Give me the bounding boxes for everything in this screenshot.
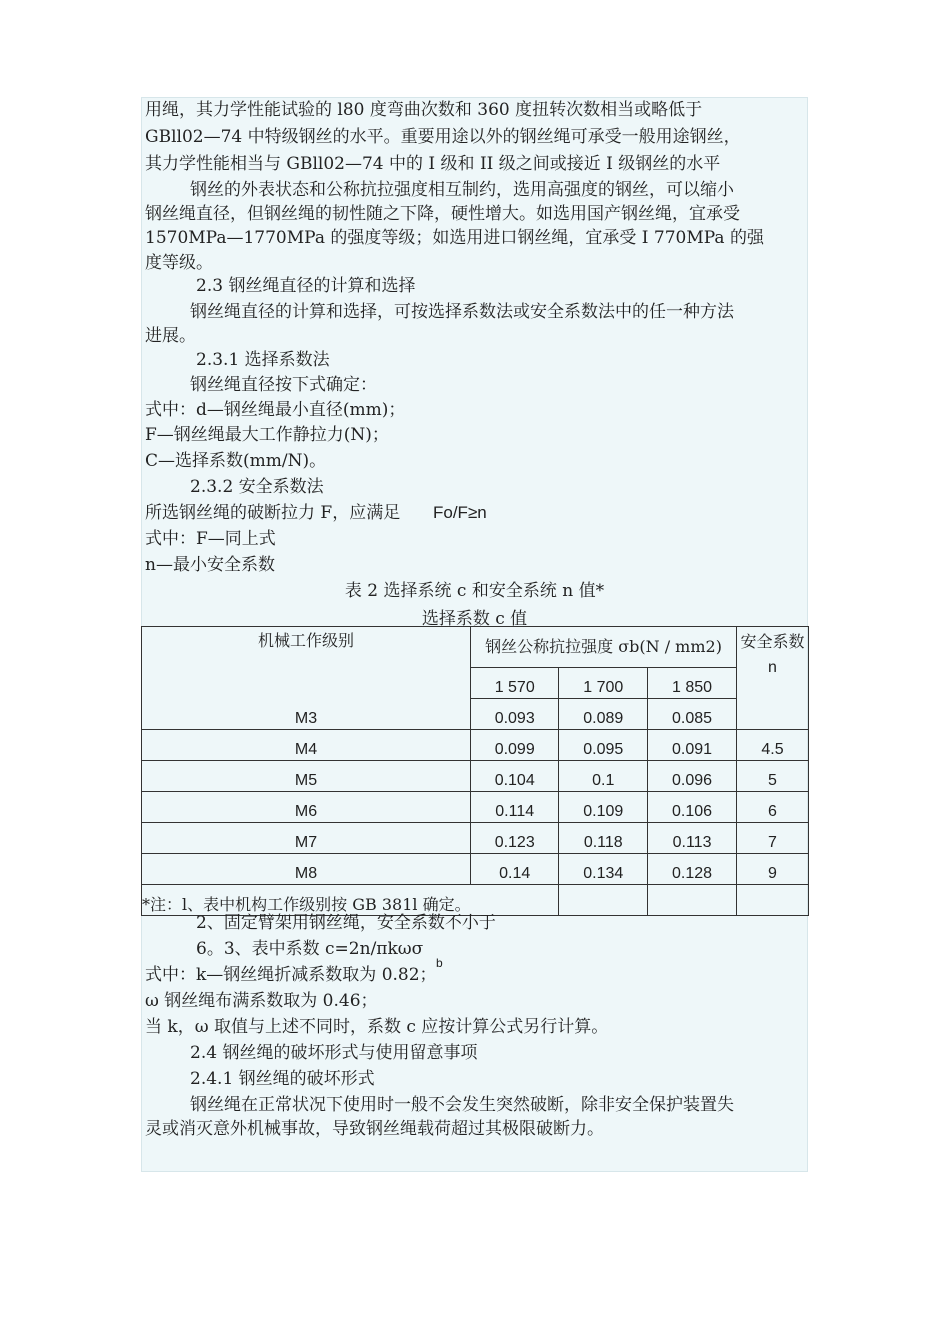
c-cell: 0.128 (648, 854, 737, 885)
table-row (142, 761, 809, 792)
strength-col-3: 1 850 (648, 668, 737, 699)
c-cell: 0.089 (559, 699, 648, 730)
grade-cell: M3 (142, 699, 471, 730)
empty-cell (471, 885, 559, 916)
table-title: 表 2 选择系统 c 和安全系统 n 值* (344, 581, 605, 601)
text-line: 所选钢丝绳的破断拉力 F，应满足 (145, 503, 401, 523)
text-line: 其力学性能相当与 GBll02—74 中的 I 级和 II 级之间或接近 I 级钢丝的水平 (145, 154, 721, 174)
n-cell: 6 (736, 792, 808, 823)
text-line: GBll02—74 中特级钢丝的水平。重要用途以外的钢丝绳可承受一般用途钢丝， (145, 127, 741, 147)
text-line: 当 k，ω 取值与上述不同时，系数 c 应按计算公式另行计算。 (145, 1017, 609, 1037)
text-line: n—最小安全系数 (145, 555, 275, 575)
section-heading: 2.3.2 安全系数法 (190, 477, 324, 497)
grade-cell: M8 (142, 854, 471, 885)
text-line: 式中：F—同上式 (145, 529, 276, 549)
table-row (142, 792, 809, 823)
text-line: 灵或消灭意外机械事故，导致钢丝绳载荷超过其极限破断力。 (145, 1119, 604, 1139)
c-cell: 0.123 (471, 823, 559, 854)
c-cell: 0.134 (559, 854, 648, 885)
c-cell: 0.085 (648, 699, 737, 730)
table-row (142, 730, 809, 761)
c-cell: 0.113 (648, 823, 737, 854)
header-strength: 钢丝公称抗拉强度 σb(N / mm2) (471, 627, 737, 668)
c-cell: 0.114 (471, 792, 559, 823)
subscript: b (436, 956, 443, 970)
c-cell: 0.096 (648, 761, 737, 792)
c-cell: 0.099 (471, 730, 559, 761)
strength-col-2: 1 700 (559, 668, 648, 699)
text-line: C—选择系数(mm/N)。 (145, 451, 327, 471)
c-cell: 0.091 (648, 730, 737, 761)
n-cell: 4.5 (736, 730, 808, 761)
empty-cell (648, 885, 737, 916)
n-cell: 5 (736, 761, 808, 792)
c-cell: 0.14 (471, 854, 559, 885)
empty-cell (559, 885, 648, 916)
grade-cell: M5 (142, 761, 471, 792)
empty-cell (736, 885, 808, 916)
text-line: 进展。 (145, 326, 196, 346)
text-line: 2、固定臂架用钢丝绳，安全系数不小于 (196, 913, 496, 933)
header-safety (736, 627, 808, 730)
grade-cell: M7 (142, 823, 471, 854)
c-cell: 0.093 (471, 699, 559, 730)
text-line: 用绳，其力学性能试验的 l80 度弯曲次数和 360 度扭转次数相当或略低于 (145, 100, 703, 120)
header-grade: 机械工作级别 (142, 627, 471, 699)
section-heading: 2.3 钢丝绳直径的计算和选择 (196, 276, 416, 296)
header-safety-n: n (768, 659, 777, 676)
text-line: 钢丝绳在正常状况下使用时一般不会发生突然破断，除非安全保护装置失 (190, 1095, 734, 1115)
text-line: 6。3、表中系数 c=2n/πkωσ (196, 939, 424, 959)
n-cell: 7 (736, 823, 808, 854)
text-line: 钢丝绳直径的计算和选择，可按选择系数法或安全系数法中的任一种方法 (190, 302, 734, 322)
n-cell: 9 (736, 854, 808, 885)
section-heading: 2.4 钢丝绳的破坏形式与使用留意事项 (190, 1043, 478, 1063)
grade-cell: M4 (142, 730, 471, 761)
text-line: F—钢丝绳最大工作静拉力(N)； (145, 425, 389, 445)
text-line: 钢丝绳直径，但钢丝绳的韧性随之下降，硬性增大。如选用国产钢丝绳，宜承受 (145, 204, 740, 224)
header-safety-label: 安全系数 (740, 632, 805, 651)
text-line: 钢丝的外表状态和公称抗拉强度相互制约，选用高强度的钢丝，可以缩小 (190, 180, 734, 200)
text-line: 式中：k—钢丝绳折减系数取为 0.82； (145, 965, 437, 985)
table-note-row (142, 885, 809, 916)
section-heading: 2.3.1 选择系数法 (196, 350, 330, 370)
text-line: 式中：d—钢丝绳最小直径(mm)； (145, 400, 406, 420)
c-cell: 0.106 (648, 792, 737, 823)
c-cell: 0.1 (559, 761, 648, 792)
table-row (142, 854, 809, 885)
section-heading: 2.4.1 钢丝绳的破坏形式 (190, 1069, 375, 1089)
table-note: *注：l、表中机构工作级别按 GB 381l 确定。 (142, 885, 471, 916)
c-cell: 0.118 (559, 823, 648, 854)
table-row (142, 823, 809, 854)
formula: Fo/F≥n (433, 503, 487, 522)
text-line: ω 钢丝绳布满系数取为 0.46； (145, 991, 378, 1011)
table-subtitle: 选择系数 c 值 (421, 609, 528, 626)
text-line: 1570MPa—1770MPa 的强度等级；如选用进口钢丝绳，宜承受 I 770MPa 的强 (145, 228, 764, 248)
grade-cell: M6 (142, 792, 471, 823)
strength-col-1: 1 570 (471, 668, 559, 699)
selection-coefficient-table (141, 626, 809, 916)
text-line: 钢丝绳直径按下式确定： (190, 375, 377, 395)
text-line: 度等级。 (145, 253, 213, 273)
c-cell: 0.104 (471, 761, 559, 792)
c-cell: 0.095 (559, 730, 648, 761)
c-cell: 0.109 (559, 792, 648, 823)
